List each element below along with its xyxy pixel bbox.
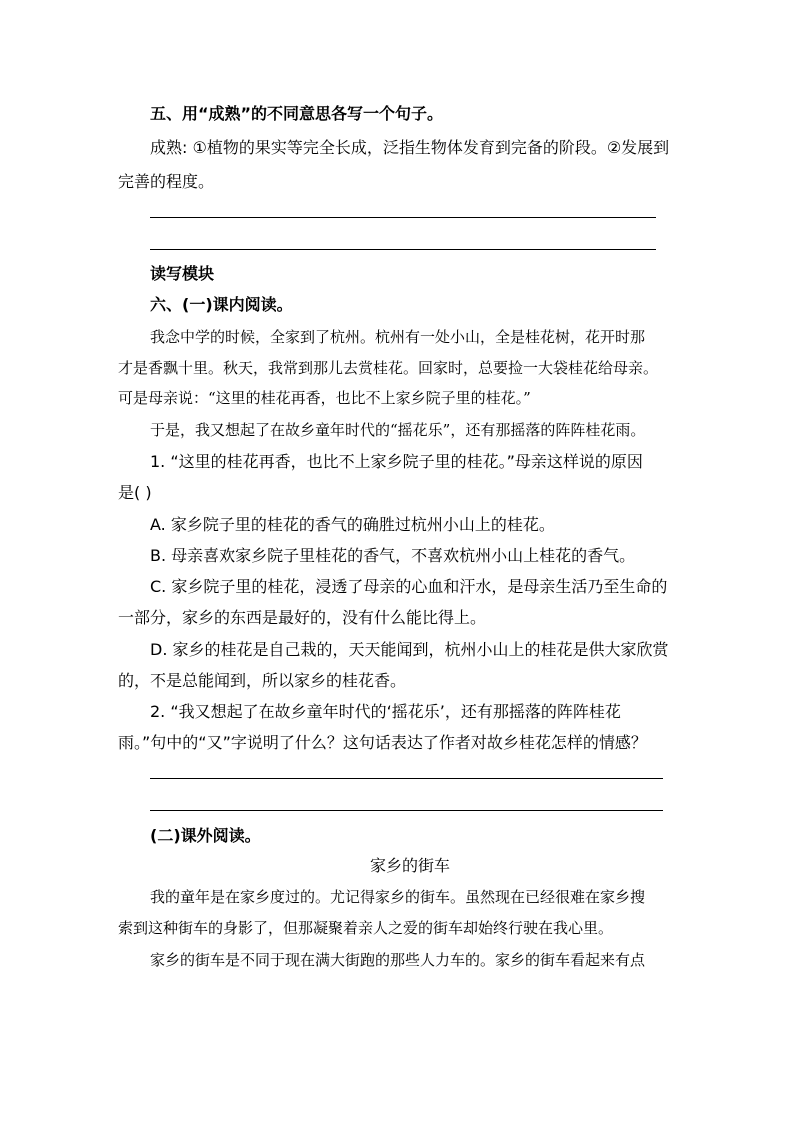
q5-definition-line-2: 完善的程度。	[118, 172, 215, 191]
part2-heading: (二)课外阅读。	[150, 826, 261, 845]
q2-stem-line-1: 2. “我又想起了在故乡童年时代的‘摇花乐’，还有那摇落的阵阵桂花	[150, 702, 621, 721]
option-d-line-2[interactable]: 的，不是总能闻到，所以家乡的桂花香。	[118, 671, 407, 690]
q2-stem-line-2: 雨。”句中的“又”字说明了什么？这句话表达了作者对故乡桂花怎样的情感？	[118, 733, 647, 752]
passage-line: 索到这种街车的身影了，但那凝聚着亲人之爱的街车却始终行驶在我心里。	[118, 919, 614, 937]
answer-line[interactable]	[150, 778, 663, 779]
q1-stem-line-2: 是( )	[118, 483, 152, 502]
q1-stem-line-1: 1. “这里的桂花再香，也比不上家乡院子里的桂花。”母亲这样说的原因	[150, 452, 643, 471]
q5-definition-line-1: 成熟: ①植物的果实等完全长成，泛指生物体发育到完备的阶段。②发展到	[150, 138, 670, 157]
answer-line[interactable]	[150, 810, 663, 811]
option-c-line-1[interactable]: C. 家乡院子里的桂花，浸透了母亲的心血和汗水，是母亲生活乃至生命的	[150, 577, 668, 596]
answer-line[interactable]	[150, 217, 656, 218]
section-title: 读写模块	[150, 264, 215, 283]
passage-line: 才是香飘十里。秋天，我常到那儿去赏桂花。回家时，总要捡一大袋桂花给母亲。	[118, 359, 659, 377]
option-a[interactable]: A. 家乡院子里的桂花的香气的确胜过杭州小山上的桂花。	[150, 515, 555, 534]
answer-line[interactable]	[150, 249, 656, 250]
passage-title: 家乡的街车	[370, 856, 451, 875]
passage-line: 家乡的街车是不同于现在满大街跑的那些人力车的。家乡的街车看起来有点	[150, 951, 646, 969]
passage-line: 我的童年是在家乡度过的。尤记得家乡的街车。虽然现在已经很难在家乡搜	[150, 888, 646, 906]
passage-line: 我念中学的时候，全家到了杭州。杭州有一处小山，全是桂花树，花开时那	[150, 328, 646, 346]
passage-line: 可是母亲说：“这里的桂花再香，也比不上家乡院子里的桂花。”	[118, 389, 531, 407]
q5-heading: 五、用“成熟”的不同意思各写一个句子。	[150, 104, 444, 123]
q6-heading: 六、(一)课内阅读。	[150, 295, 293, 314]
option-d-line-1[interactable]: D. 家乡的桂花是自己栽的，天天能闻到，杭州小山上的桂花是供大家欣赏	[150, 640, 669, 659]
passage-line: 于是，我又想起了在故乡童年时代的“摇花乐”，还有那摇落的阵阵桂花雨。	[150, 421, 646, 439]
option-c-line-2[interactable]: 一部分，家乡的东西是最好的，没有什么能比得上。	[118, 608, 487, 627]
option-b[interactable]: B. 母亲喜欢家乡院子里桂花的香气，不喜欢杭州小山上桂花的香气。	[150, 546, 636, 565]
